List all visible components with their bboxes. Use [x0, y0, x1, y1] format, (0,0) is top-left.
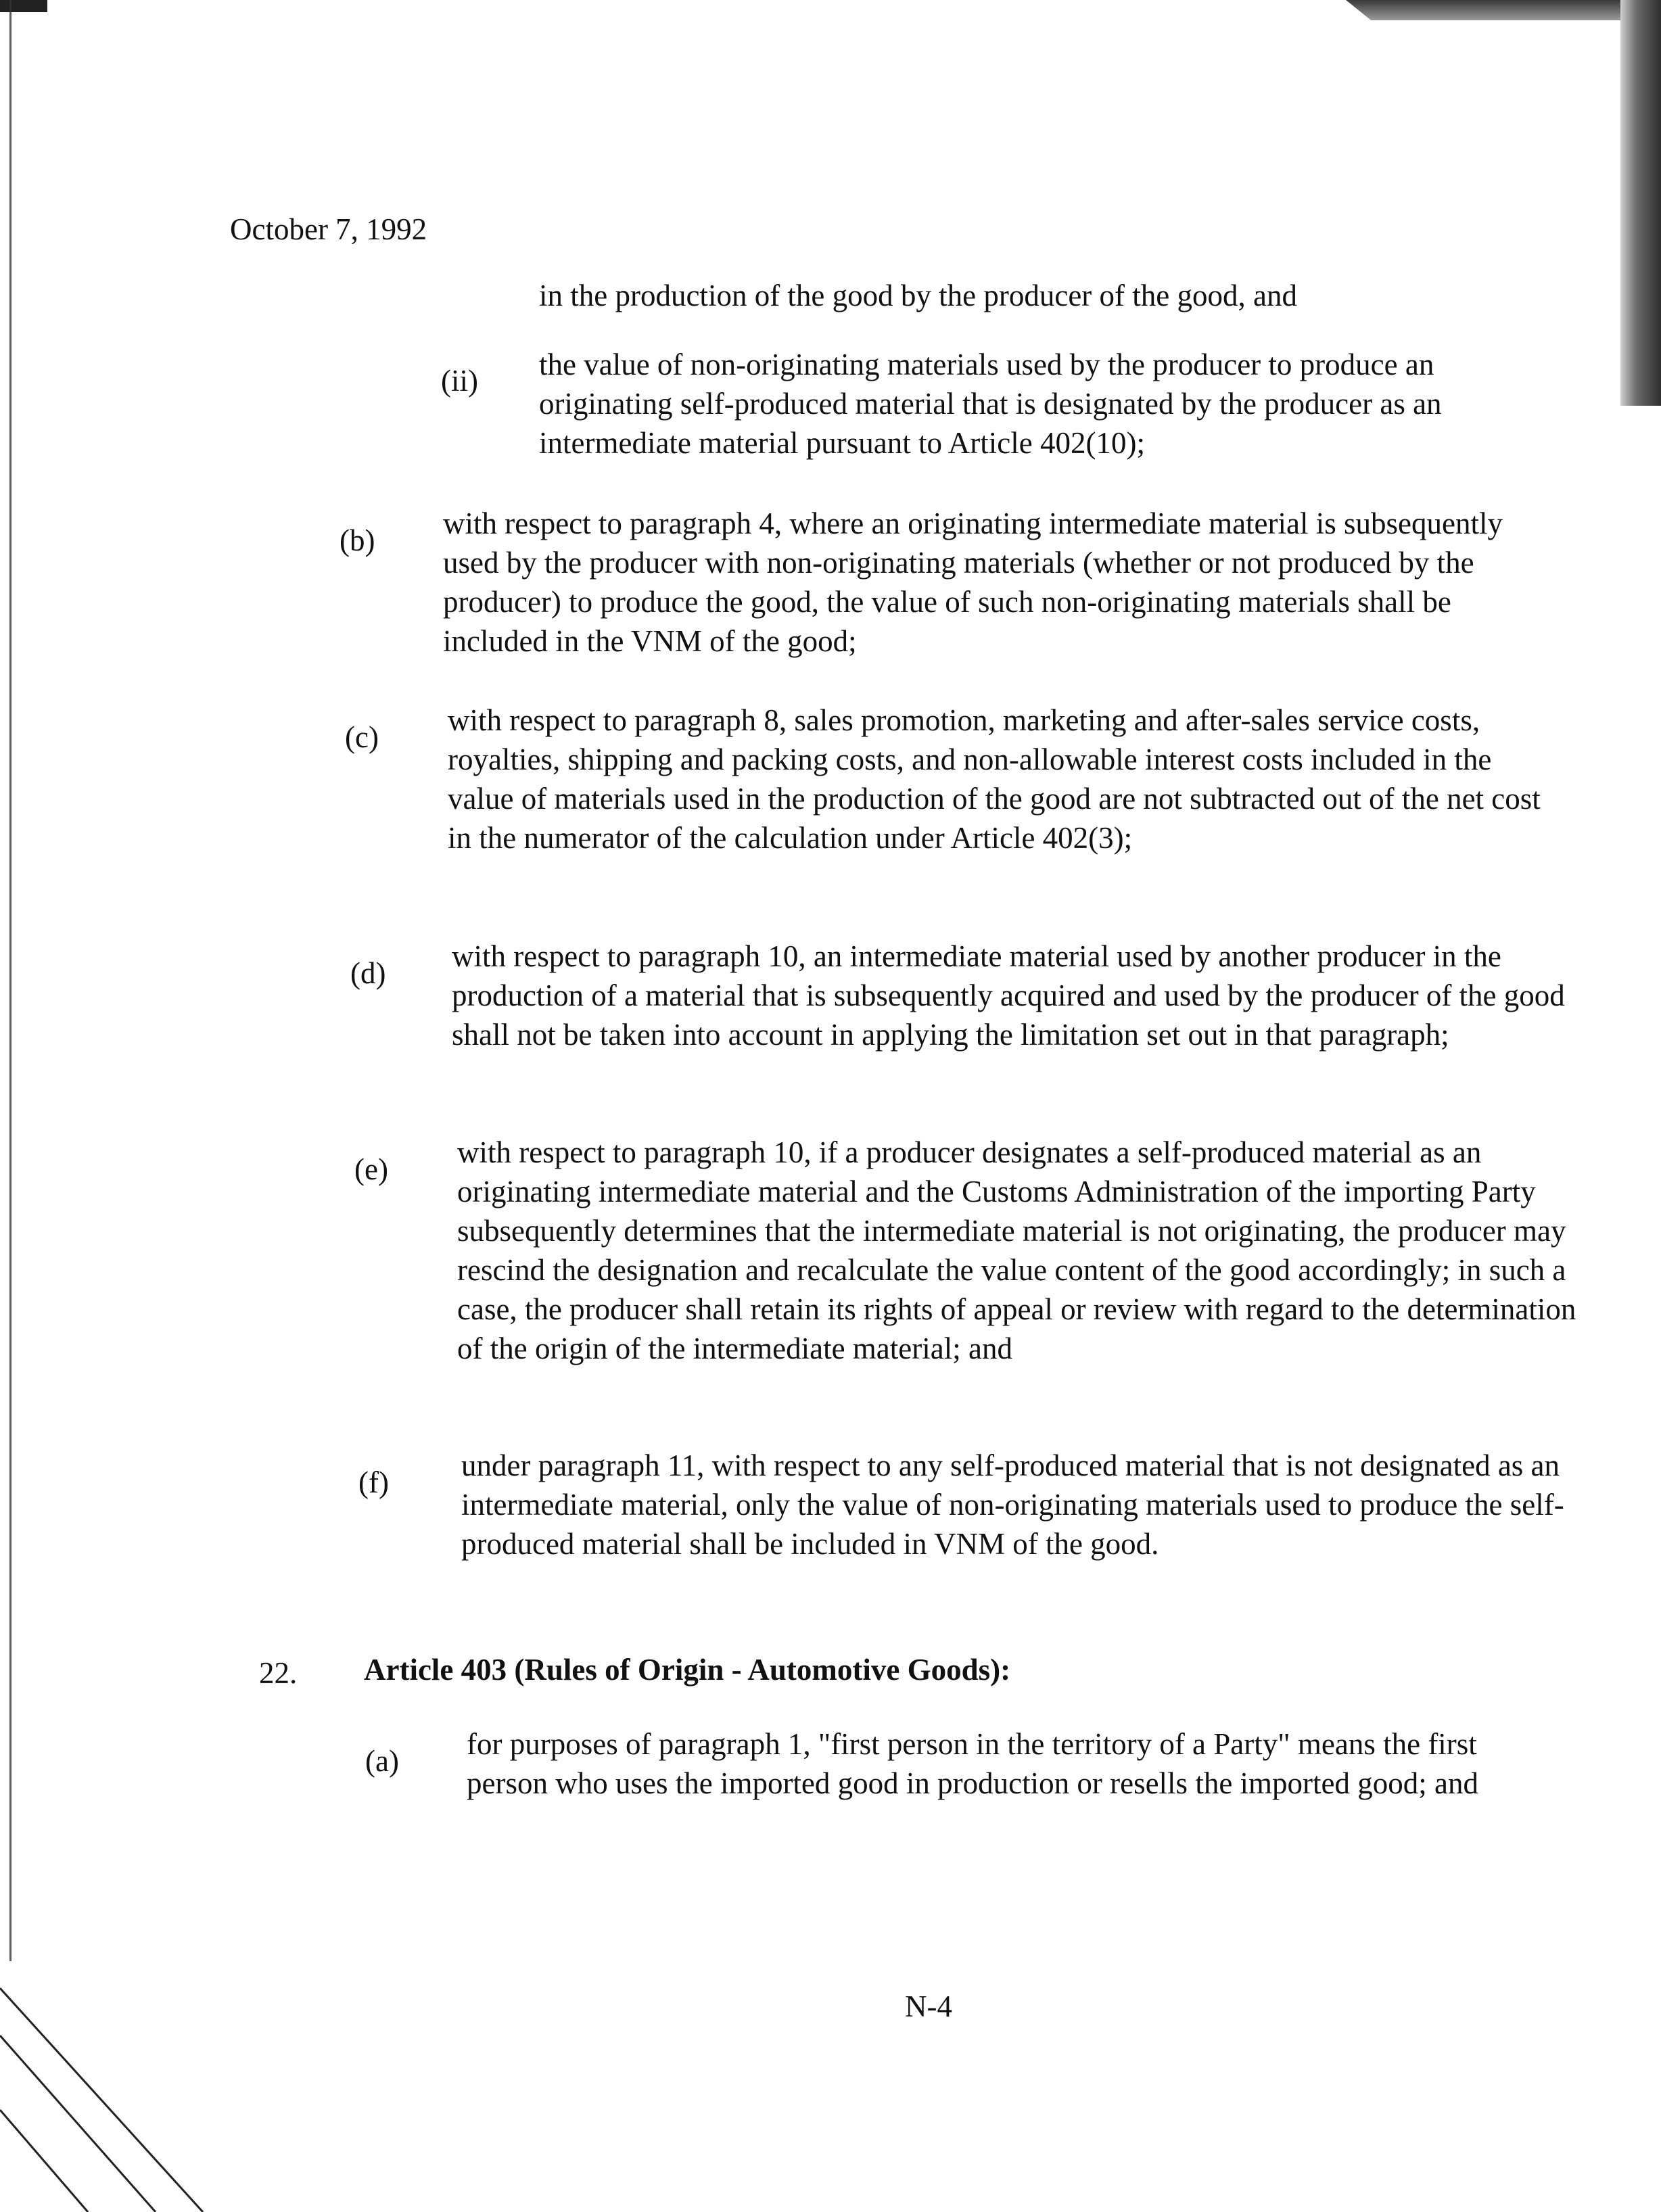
item-d-text: with respect to paragraph 10, an intermediate material used by another producer in the production of a material that is subsequently acquired and used by the producer of the good shall not be taken into account in applying the limitation set out in that paragraph; — [452, 939, 1565, 1052]
scan-artifact-top-edge — [1346, 0, 1661, 20]
item-f-text: under paragraph 11, with respect to any self-produced material that is not designated as an intermediate material, only the value of non-originating materials used to produce the self-produced material shall be included in VNM of the good. — [461, 1449, 1564, 1561]
continuation-line: in the production of the good by the producer of the good, and — [539, 279, 1297, 312]
item-a-label: (a) — [365, 1744, 399, 1778]
page-number: N-4 — [905, 1990, 952, 2023]
section-number: 22. — [259, 1656, 298, 1690]
item-a-text: for purposes of paragraph 1, "first person in the territory of a Party" means the first person who uses the imported good in production or resells the imported good; and — [467, 1727, 1478, 1800]
item-e-text: with respect to paragraph 10, if a producer designates a self-produced material as an originating intermediate material and the Customs Administration of the importing Party subsequently determines that the intermediate material is not originating, the producer may rescind the designation and recalculate the value content of the good accordingly; in such a case, the producer shall retain its rights of appeal or review with regard to the determination of the origin of the intermediate material; and — [457, 1135, 1576, 1365]
scan-artifact-corner-lines — [0, 1961, 257, 2212]
document-date: October 7, 1992 — [230, 212, 427, 246]
section-heading: Article 403 (Rules of Origin - Automotive Goods): — [364, 1653, 1011, 1687]
item-ii-text: the value of non-originating materials used by the producer to produce an originating self-produced material that is designated by the producer as an intermediate material pursuant to Article 402(10); — [539, 348, 1442, 460]
item-b-label: (b) — [340, 523, 375, 557]
item-f-label: (f) — [358, 1465, 389, 1499]
item-ii-label: (ii) — [441, 364, 478, 398]
item-d-label: (d) — [350, 956, 386, 990]
item-c-label: (c) — [345, 720, 379, 754]
item-e-label: (e) — [354, 1152, 388, 1186]
item-b-text: with respect to paragraph 4, where an originating intermediate material is subsequently used by the producer with non-originating materials (whether or not produced by the producer) to produce the good, the value of such non-originating materials shall be included in the VNM of the good; — [443, 507, 1503, 658]
scan-artifact-right-edge — [1620, 0, 1661, 406]
scan-artifact-left-edge — [0, 0, 11, 1961]
item-c-text: with respect to paragraph 8, sales promotion, marketing and after-sales service costs, royalties, shipping and packing costs, and non-allowable interest costs included in the value of materials used in the production of the good are not subtracted out of the net cost in the numerator of the calculation under Article 402(3); — [448, 703, 1541, 855]
